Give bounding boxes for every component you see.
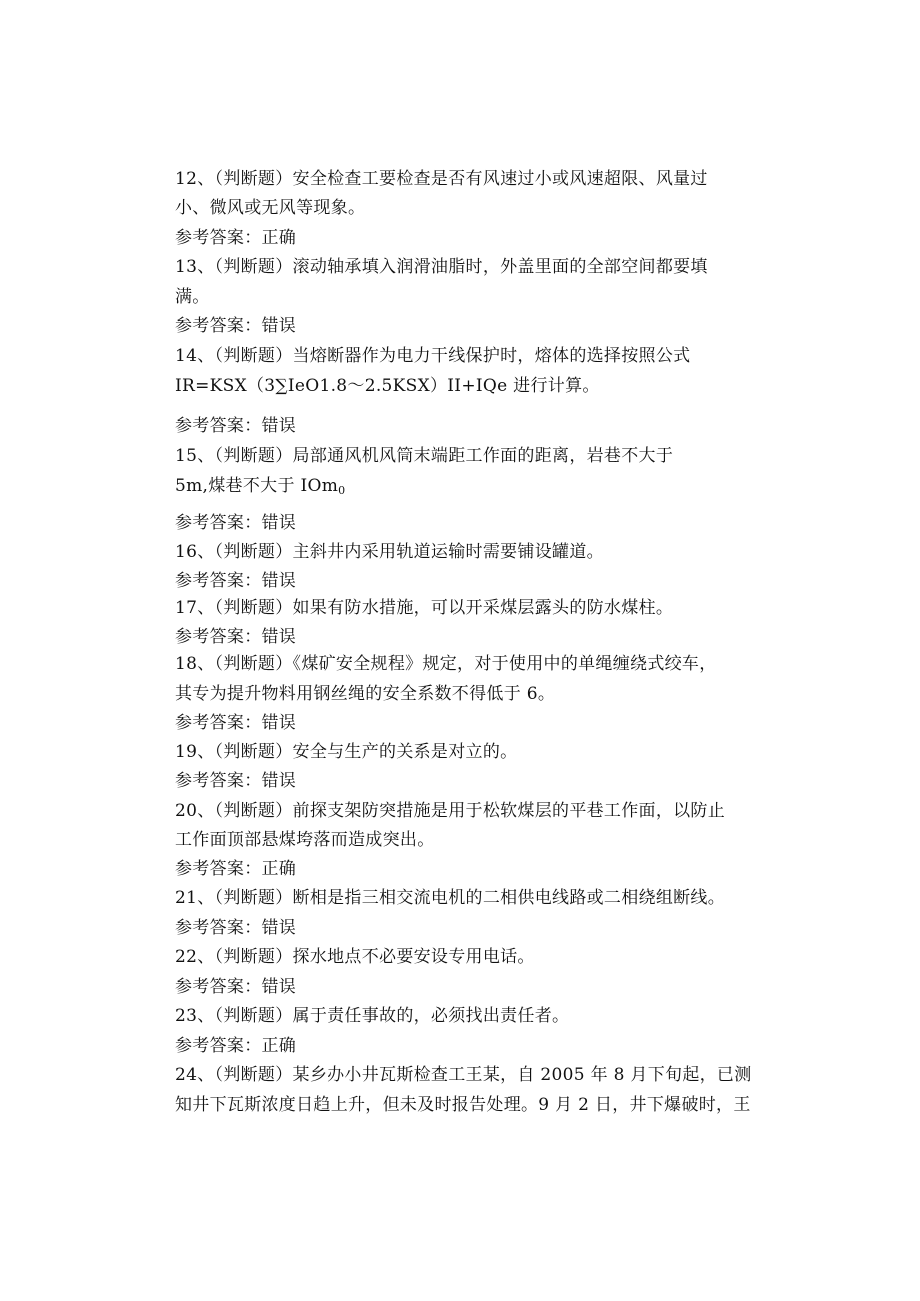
question-16-line-1: 16、（判断题）主斜井内采用轨道运输时需要铺设罐道。 (175, 542, 604, 562)
question-18-line-2: 其专为提升物料用钢丝绳的安全系数不得低于 6。 (175, 684, 556, 704)
question-22-line-1: 22、（判断题）探水地点不必要安设专用电话。 (175, 947, 535, 967)
answer-17: 参考答案：错误 (175, 627, 297, 647)
question-23-line-1: 23、（判断题）属于责任事故的，必须找出责任者。 (175, 1006, 570, 1026)
question-18-line-1: 18、（判断题）《煤矿安全规程》规定，对于使用中的单绳缠绕式绞车， (175, 654, 717, 674)
question-14-line-1: 14、（判断题）当熔断器作为电力干线保护时，熔体的选择按照公式 (175, 346, 691, 366)
answer-20: 参考答案：正确 (175, 859, 297, 879)
answer-22: 参考答案：错误 (175, 977, 297, 997)
question-20-line-1: 20、（判断题）前探支架防突措施是用于松软煤层的平巷工作面，以防止 (175, 801, 726, 821)
answer-19: 参考答案：错误 (175, 771, 297, 791)
question-15-line-1: 15、（判断题）局部通风机风筒末端距工作面的距离，岩巷不大于 (175, 446, 674, 466)
answer-23: 参考答案：正确 (175, 1036, 297, 1056)
question-21-line-1: 21、（判断题）断相是指三相交流电机的二相供电线路或二相绕组断线。 (175, 888, 726, 908)
answer-21: 参考答案：错误 (175, 918, 297, 938)
answer-13: 参考答案：错误 (175, 316, 297, 336)
question-24-line-2: 知井下瓦斯浓度日趋上升，但未及时报告处理。9 月 2 日，井下爆破时，王 (175, 1095, 751, 1115)
answer-12: 参考答案：正确 (175, 228, 297, 248)
question-12-line-2: 小、微风或无风等现象。 (175, 198, 366, 218)
question-15-line-2-text: 5m,煤巷不大于 IOm (175, 476, 339, 496)
question-13-line-2: 满。 (175, 287, 210, 307)
answer-16: 参考答案：错误 (175, 571, 297, 591)
answer-15: 参考答案：错误 (175, 513, 297, 533)
answer-18: 参考答案：错误 (175, 713, 297, 733)
question-14-line-2: IR=KSX（3∑IeO1.8～2.5KSX）II+IQe 进行计算。 (175, 376, 600, 396)
question-12-line-1: 12、（判断题）安全检查工要检查是否有风速过小或风速超限、风量过 (175, 169, 708, 189)
question-20-line-2: 工作面顶部悬煤垮落而造成突出。 (175, 830, 435, 850)
question-15-subscript: 0 (338, 484, 346, 497)
answer-14: 参考答案：错误 (175, 416, 297, 436)
question-24-line-1: 24、（判断题）某乡办小井瓦斯检查工王某，自 2005 年 8 月下旬起，已测 (175, 1065, 752, 1085)
question-17-line-1: 17、（判断题）如果有防水措施，可以开采煤层露头的防水煤柱。 (175, 598, 674, 618)
question-19-line-1: 19、（判断题）安全与生产的关系是对立的。 (175, 742, 518, 762)
question-15-line-2 (175, 475, 345, 502)
question-13-line-1: 13、（判断题）滚动轴承填入润滑油脂时，外盖里面的全部空间都要填 (175, 257, 708, 277)
